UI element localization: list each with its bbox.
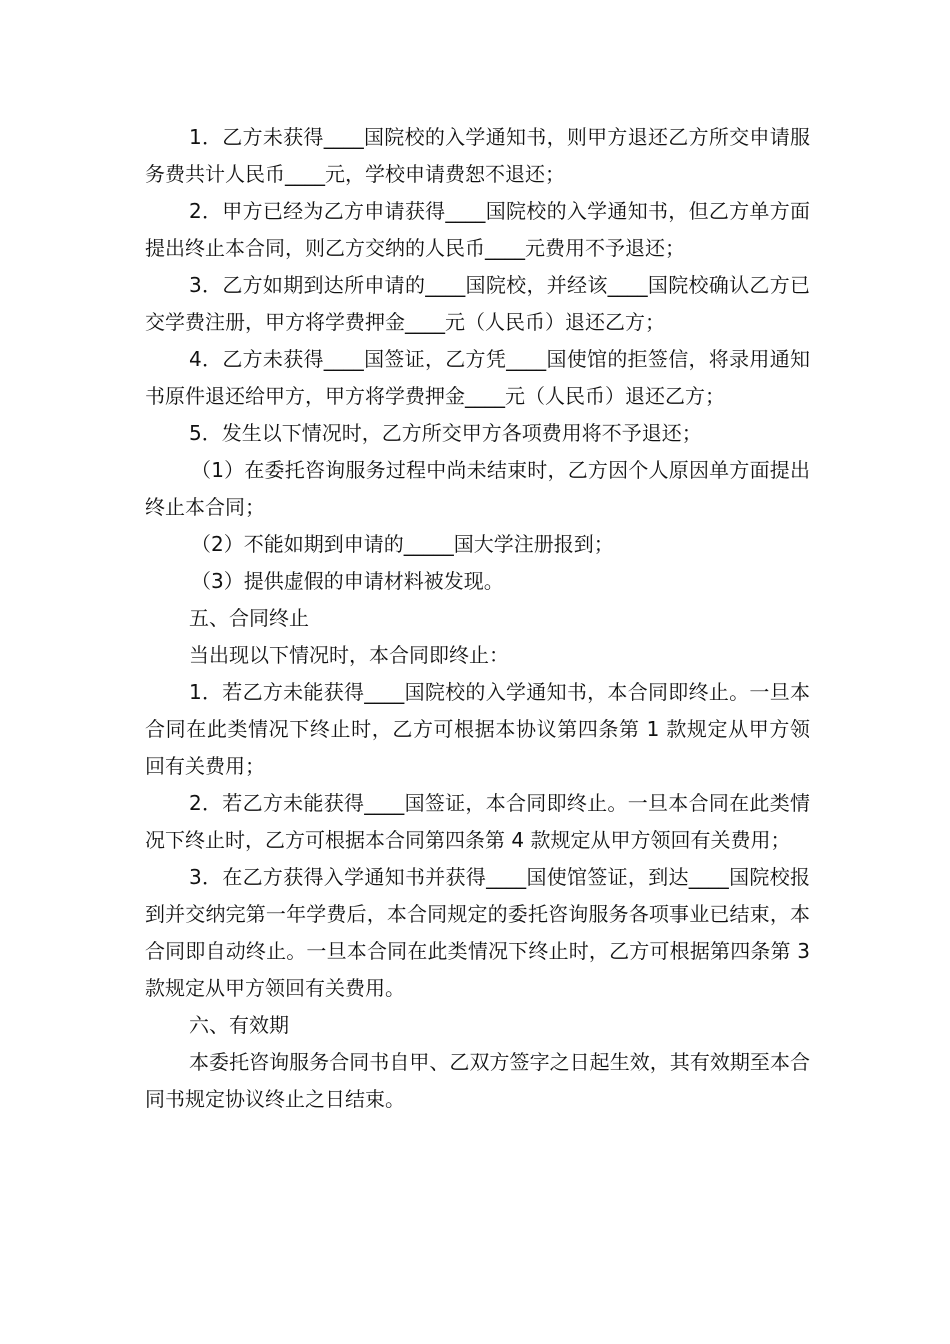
termination-intro: 当出现以下情况时，本合同即终止： [189,643,509,667]
refund-clause-3: 3．乙方如期到达所申请的____国院校，并经该____国院校确认乙方已交学费注册，甲方将学费押金____元（人民币）退还乙方； [145,273,810,334]
refund-clause-1: 1．乙方未获得____国院校的入学通知书，则甲方退还乙方所交申请服务费共计人民币____元，学校申请费恕不退还； [145,125,810,186]
validity-clause: 本委托咨询服务合同书自甲、乙双方签字之日起生效，其有效期至本合同书规定协议终止之日结束。 [145,1050,810,1111]
refund-clause-2: 2．甲方已经为乙方申请获得____国院校的入学通知书，但乙方单方面提出终止本合同，则乙方交纳的人民币____元费用不予退还； [145,199,810,260]
refund-clause-5: 5．发生以下情况时，乙方所交甲方各项费用将不予退还； [189,421,702,445]
non-refund-item-3: （3）提供虚假的申请材料被发现。 [191,569,504,593]
non-refund-item-1: （1）在委托咨询服务过程中尚未结束时，乙方因个人原因单方面提出终止本合同； [145,458,810,519]
section-heading-validity: 六、有效期 [189,1013,289,1037]
document-body [145,119,810,1118]
section-heading-termination: 五、合同终止 [189,606,309,630]
refund-clause-4: 4．乙方未获得____国签证，乙方凭____国使馆的拒签信，将录用通知书原件退还给甲方，甲方将学费押金____元（人民币）退还乙方； [145,347,810,408]
termination-clause-2: 2．若乙方未能获得____国签证，本合同即终止。一旦本合同在此类情况下终止时，乙方可根据本合同第四条第 4 款规定从甲方领回有关费用； [145,791,810,852]
termination-clause-1: 1．若乙方未能获得____国院校的入学通知书，本合同即终止。一旦本合同在此类情况下终止时，乙方可根据本协议第四条第 1 款规定从甲方领回有关费用； [145,680,810,778]
termination-clause-3: 3．在乙方获得入学通知书并获得____国使馆签证，到达____国院校报到并交纳完第一年学费后，本合同规定的委托咨询服务各项事业已结束，本合同即自动终止。一旦本合同在此类情况下终止时，乙方可根据第四条第 3 款规定从甲方领回有关费用。 [145,865,810,1000]
non-refund-item-2: （2）不能如期到申请的_____国大学注册报到； [191,532,614,556]
